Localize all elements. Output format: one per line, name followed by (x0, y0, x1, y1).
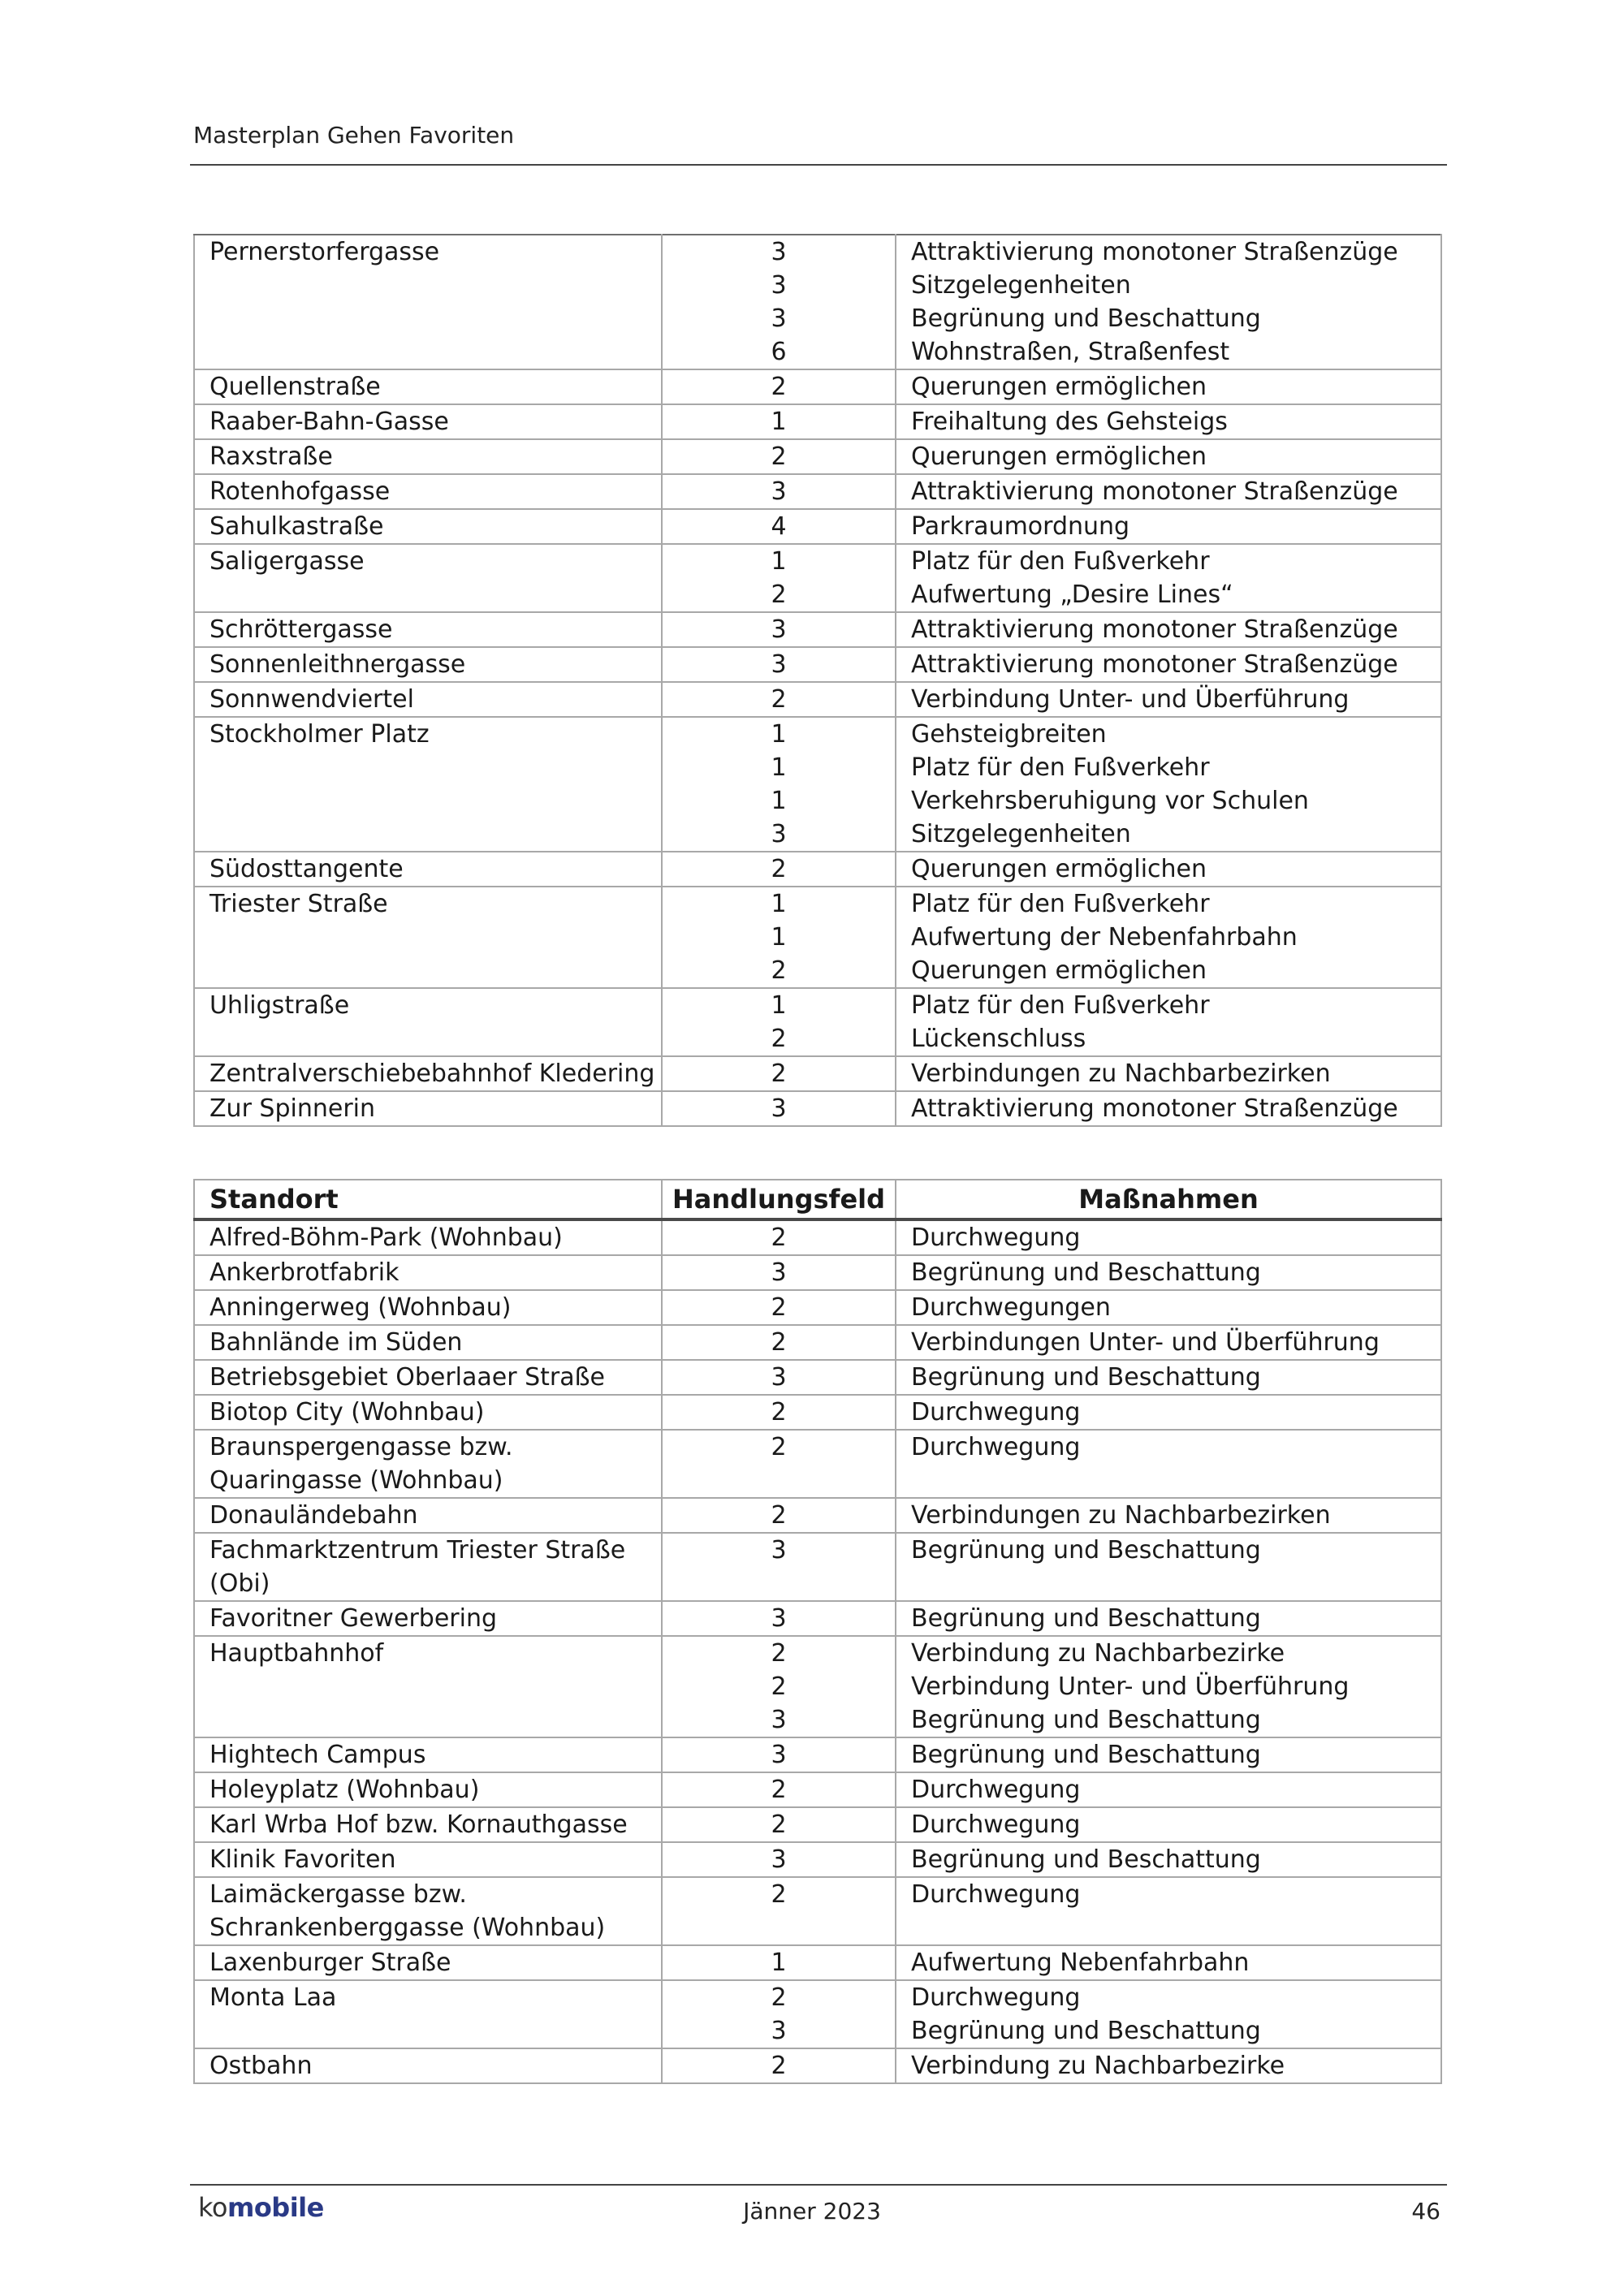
massnahmen-cell (896, 1395, 1441, 1430)
handlungsfeld-cell (662, 1325, 896, 1360)
handlungsfeld-cell (662, 852, 896, 887)
location-name: Braunspergengasse bzw. Quaringasse (Wohnbau) (194, 1430, 662, 1498)
massnahme-text: Durchwegung (911, 1398, 1081, 1426)
handlungsfeld-value: 2 (771, 1810, 787, 1839)
handlungsfeld-value: 3 (771, 304, 787, 333)
handlungsfeld-value: 2 (771, 1983, 787, 2012)
handlungsfeld-value: 1 (771, 408, 787, 436)
massnahmen-cell (896, 852, 1441, 887)
massnahmen-cell (896, 1807, 1441, 1842)
handlungsfeld-value: 6 (771, 338, 787, 366)
massnahmen-cell (896, 1842, 1441, 1877)
table-header-row (194, 1180, 1441, 1219)
massnahmen-cell (896, 717, 1441, 852)
massnahmen-cell (896, 1772, 1441, 1807)
massnahmen-cell (896, 1945, 1441, 1980)
handlungsfeld-cell (662, 1842, 896, 1877)
massnahme-text: Begrünung und Beschattung (911, 1363, 1261, 1392)
table-row (194, 1807, 1441, 1842)
handlungsfeld-cell (662, 887, 896, 988)
table-row (194, 404, 1441, 439)
massnahme-text: Platz für den Fußverkehr (911, 753, 1210, 782)
table-row (194, 647, 1441, 682)
massnahme-text: Aufwertung Nebenfahrbahn (911, 1949, 1250, 1977)
table-row (194, 2048, 1441, 2083)
massnahmen-cell (896, 1091, 1441, 1126)
handlungsfeld-cell (662, 1360, 896, 1395)
massnahmen-cell (896, 612, 1441, 647)
massnahme-text: Durchwegung (911, 1983, 1081, 2012)
location-name: Fachmarktzentrum Triester Straße (Obi) (194, 1533, 662, 1601)
handlungsfeld-value: 2 (771, 1398, 787, 1426)
massnahmen-cell (896, 544, 1441, 612)
locations-table-continued (193, 234, 1442, 1127)
header-rule (190, 164, 1447, 166)
massnahme-text: Sitzgelegenheiten (911, 271, 1131, 300)
massnahmen-cell (896, 439, 1441, 474)
handlungsfeld-cell (662, 439, 896, 474)
handlungsfeld-cell (662, 1877, 896, 1945)
massnahmen-cell (896, 1219, 1441, 1255)
header-standort: Standort (194, 1180, 662, 1219)
location-name: Bahnlände im Süden (194, 1325, 662, 1360)
massnahme-text: Verbindungen zu Nachbarbezirken (911, 1060, 1331, 1088)
handlungsfeld-cell (662, 404, 896, 439)
handlungsfeld-value: 3 (771, 820, 787, 848)
table-row (194, 612, 1441, 647)
location-name: Pernerstorfergasse (194, 235, 662, 369)
handlungsfeld-value: 1 (771, 991, 787, 1020)
handlungsfeld-cell (662, 544, 896, 612)
handlungsfeld-value: 3 (771, 1706, 787, 1734)
handlungsfeld-value: 1 (771, 753, 787, 782)
table-row (194, 369, 1441, 404)
location-name: Uhligstraße (194, 988, 662, 1056)
massnahme-text: Begrünung und Beschattung (911, 304, 1261, 333)
location-name: Zentralverschiebebahnhof Kledering (194, 1056, 662, 1091)
table-row (194, 235, 1441, 369)
handlungsfeld-cell (662, 1945, 896, 1980)
handlungsfeld-value: 2 (771, 1328, 787, 1357)
table-row (194, 887, 1441, 988)
handlungsfeld-value: 2 (771, 685, 787, 714)
location-name: Zur Spinnerin (194, 1091, 662, 1126)
handlungsfeld-value: 3 (771, 615, 787, 644)
table-row (194, 988, 1441, 1056)
massnahmen-cell (896, 1056, 1441, 1091)
location-name: Hightech Campus (194, 1737, 662, 1772)
location-name: Hauptbahnhof (194, 1636, 662, 1737)
location-name: Stockholmer Platz (194, 717, 662, 852)
massnahme-text: Verbindung zu Nachbarbezirke (911, 1639, 1285, 1668)
handlungsfeld-cell (662, 1533, 896, 1601)
handlungsfeld-cell (662, 612, 896, 647)
massnahme-text: Aufwertung „Desire Lines“ (911, 580, 1233, 609)
locations-table (193, 1179, 1442, 2084)
handlungsfeld-value: 2 (771, 1224, 787, 1252)
location-name: Monta Laa (194, 1980, 662, 2048)
massnahme-text: Aufwertung der Nebenfahrbahn (911, 923, 1298, 952)
location-name: Laxenburger Straße (194, 1945, 662, 1980)
table-row (194, 1636, 1441, 1737)
massnahme-text: Durchwegungen (911, 1293, 1111, 1322)
table-row (194, 1360, 1441, 1395)
massnahmen-cell (896, 1360, 1441, 1395)
handlungsfeld-cell (662, 509, 896, 544)
massnahme-text: Attraktivierung monotoner Straßenzüge (911, 1094, 1398, 1123)
table-row (194, 1498, 1441, 1533)
handlungsfeld-value: 2 (771, 956, 787, 985)
handlungsfeld-value: 2 (771, 1433, 787, 1461)
massnahme-text: Querungen ermöglichen (911, 442, 1207, 471)
handlungsfeld-value: 3 (771, 477, 787, 506)
table-row (194, 1395, 1441, 1430)
location-name: Triester Straße (194, 887, 662, 988)
massnahmen-cell (896, 1636, 1441, 1737)
handlungsfeld-cell (662, 682, 896, 717)
handlungsfeld-cell (662, 647, 896, 682)
table-row (194, 1842, 1441, 1877)
location-name: Alfred-Böhm-Park (Wohnbau) (194, 1219, 662, 1255)
handlungsfeld-value: 2 (771, 1880, 787, 1909)
massnahme-text: Attraktivierung monotoner Straßenzüge (911, 615, 1398, 644)
massnahmen-cell (896, 682, 1441, 717)
table-row (194, 1430, 1441, 1498)
location-name: Sonnwendviertel (194, 682, 662, 717)
table-row (194, 682, 1441, 717)
handlungsfeld-value: 1 (771, 923, 787, 952)
massnahme-text: Begrünung und Beschattung (911, 1706, 1261, 1734)
handlungsfeld-value: 2 (771, 855, 787, 883)
handlungsfeld-value: 2 (771, 1025, 787, 1053)
table-row (194, 439, 1441, 474)
handlungsfeld-value: 2 (771, 1639, 787, 1668)
location-name: Quellenstraße (194, 369, 662, 404)
handlungsfeld-cell (662, 1636, 896, 1737)
massnahme-text: Begrünung und Beschattung (911, 1536, 1261, 1564)
massnahme-text: Begrünung und Beschattung (911, 1741, 1261, 1769)
handlungsfeld-cell (662, 474, 896, 509)
massnahmen-cell (896, 474, 1441, 509)
handlungsfeld-cell (662, 988, 896, 1056)
table-row (194, 852, 1441, 887)
table-row (194, 544, 1441, 612)
location-name: Raaber-Bahn-Gasse (194, 404, 662, 439)
massnahme-text: Verbindung Unter- und Überführung (911, 685, 1350, 714)
massnahme-text: Wohnstraßen, Straßenfest (911, 338, 1230, 366)
table-row (194, 1737, 1441, 1772)
massnahme-text: Freihaltung des Gehsteigs (911, 408, 1228, 436)
location-name: Klinik Favoriten (194, 1842, 662, 1877)
table-row (194, 717, 1441, 852)
handlungsfeld-cell (662, 1772, 896, 1807)
handlungsfeld-value: 1 (771, 787, 787, 815)
handlungsfeld-cell (662, 1807, 896, 1842)
massnahmen-cell (896, 647, 1441, 682)
handlungsfeld-value: 2 (771, 1060, 787, 1088)
massnahme-text: Platz für den Fußverkehr (911, 991, 1210, 1020)
table-row (194, 474, 1441, 509)
location-name: Südosttangente (194, 852, 662, 887)
handlungsfeld-cell (662, 1091, 896, 1126)
massnahmen-cell (896, 2048, 1441, 2083)
location-name: Schröttergasse (194, 612, 662, 647)
massnahme-text: Platz für den Fußverkehr (911, 890, 1210, 918)
table-row (194, 1601, 1441, 1636)
handlungsfeld-value: 2 (771, 580, 787, 609)
location-name: Sonnenleithnergasse (194, 647, 662, 682)
handlungsfeld-value: 3 (771, 1363, 787, 1392)
massnahme-text: Querungen ermöglichen (911, 956, 1207, 985)
massnahme-text: Verbindung Unter- und Überführung (911, 1672, 1350, 1701)
handlungsfeld-value: 2 (771, 1672, 787, 1701)
location-name: Ostbahn (194, 2048, 662, 2083)
massnahmen-cell (896, 1430, 1441, 1498)
location-name: Ankerbrotfabrik (194, 1255, 662, 1290)
massnahme-text: Attraktivierung monotoner Straßenzüge (911, 650, 1398, 679)
handlungsfeld-cell (662, 369, 896, 404)
handlungsfeld-cell (662, 717, 896, 852)
massnahmen-cell (896, 369, 1441, 404)
handlungsfeld-cell (662, 2048, 896, 2083)
handlungsfeld-value: 2 (771, 2052, 787, 2080)
footer-date: Jänner 2023 (743, 2198, 881, 2225)
massnahmen-cell (896, 1877, 1441, 1945)
massnahme-text: Gehsteigbreiten (911, 720, 1107, 749)
massnahme-text: Durchwegung (911, 1880, 1081, 1909)
handlungsfeld-value: 3 (771, 1094, 787, 1123)
massnahme-text: Verbindung zu Nachbarbezirke (911, 2052, 1285, 2080)
table2-body (194, 1219, 1441, 2083)
massnahme-text: Begrünung und Beschattung (911, 1845, 1261, 1874)
table-row (194, 509, 1441, 544)
handlungsfeld-cell (662, 1601, 896, 1636)
massnahme-text: Durchwegung (911, 1810, 1081, 1839)
table1-body (194, 235, 1441, 1126)
handlungsfeld-value: 1 (771, 547, 787, 576)
handlungsfeld-value: 2 (771, 1776, 787, 1804)
table-row (194, 1772, 1441, 1807)
location-name: Favoritner Gewerbering (194, 1601, 662, 1636)
massnahme-text: Lückenschluss (911, 1025, 1086, 1053)
massnahme-text: Sitzgelegenheiten (911, 820, 1131, 848)
massnahme-text: Begrünung und Beschattung (911, 1258, 1261, 1287)
location-name: Karl Wrba Hof bzw. Kornauthgasse (194, 1807, 662, 1842)
massnahme-text: Platz für den Fußverkehr (911, 547, 1210, 576)
massnahmen-cell (896, 1533, 1441, 1601)
handlungsfeld-value: 2 (771, 1293, 787, 1322)
handlungsfeld-cell (662, 1219, 896, 1255)
massnahme-text: Attraktivierung monotoner Straßenzüge (911, 238, 1398, 266)
massnahmen-cell (896, 1290, 1441, 1325)
handlungsfeld-value: 3 (771, 1741, 787, 1769)
handlungsfeld-cell (662, 1056, 896, 1091)
handlungsfeld-value: 3 (771, 1258, 787, 1287)
massnahme-text: Verbindungen Unter- und Überführung (911, 1328, 1380, 1357)
handlungsfeld-cell (662, 1430, 896, 1498)
handlungsfeld-cell (662, 1498, 896, 1533)
logo-ko-text: ko (198, 2192, 227, 2223)
table-row (194, 1533, 1441, 1601)
handlungsfeld-value: 3 (771, 1845, 787, 1874)
handlungsfeld-value: 3 (771, 650, 787, 679)
massnahmen-cell (896, 509, 1441, 544)
massnahme-text: Durchwegung (911, 1433, 1081, 1461)
handlungsfeld-cell (662, 1395, 896, 1430)
location-name: Raxstraße (194, 439, 662, 474)
location-name: Biotop City (Wohnbau) (194, 1395, 662, 1430)
table-row (194, 1056, 1441, 1091)
massnahme-text: Durchwegung (911, 1776, 1081, 1804)
handlungsfeld-value: 1 (771, 720, 787, 749)
massnahme-text: Attraktivierung monotoner Straßenzüge (911, 477, 1398, 506)
handlungsfeld-value: 3 (771, 1536, 787, 1564)
massnahmen-cell (896, 887, 1441, 988)
header-handlungsfeld: Handlungsfeld (662, 1180, 896, 1219)
massnahmen-cell (896, 1325, 1441, 1360)
handlungsfeld-value: 1 (771, 890, 787, 918)
handlungsfeld-value: 3 (771, 2017, 787, 2045)
handlungsfeld-value: 3 (771, 271, 787, 300)
massnahme-text: Verbindungen zu Nachbarbezirken (911, 1501, 1331, 1530)
location-name: Rotenhofgasse (194, 474, 662, 509)
table-row (194, 1877, 1441, 1945)
massnahme-text: Querungen ermöglichen (911, 855, 1207, 883)
location-name: Betriebsgebiet Oberlaaer Straße (194, 1360, 662, 1395)
page-header-title: Masterplan Gehen Favoriten (193, 122, 515, 149)
massnahmen-cell (896, 1498, 1441, 1533)
massnahme-text: Durchwegung (911, 1224, 1081, 1252)
page-number: 46 (1411, 2198, 1440, 2225)
handlungsfeld-cell (662, 235, 896, 369)
location-name: Donauländebahn (194, 1498, 662, 1533)
handlungsfeld-value: 2 (771, 373, 787, 401)
table-row (194, 1945, 1441, 1980)
handlungsfeld-value: 3 (771, 1604, 787, 1633)
handlungsfeld-value: 2 (771, 1501, 787, 1530)
handlungsfeld-value: 2 (771, 442, 787, 471)
header-massnahmen: Maßnahmen (896, 1180, 1441, 1219)
massnahme-text: Parkraumordnung (911, 512, 1130, 541)
massnahme-text: Begrünung und Beschattung (911, 1604, 1261, 1633)
table-row (194, 1255, 1441, 1290)
massnahmen-cell (896, 1601, 1441, 1636)
massnahmen-cell (896, 404, 1441, 439)
location-name: Laimäckergasse bzw. Schrankenberggasse (Wohnbau) (194, 1877, 662, 1945)
handlungsfeld-value: 1 (771, 1949, 787, 1977)
location-name: Holeyplatz (Wohnbau) (194, 1772, 662, 1807)
table-row (194, 1091, 1441, 1126)
handlungsfeld-cell (662, 1255, 896, 1290)
location-name: Saligergasse (194, 544, 662, 612)
massnahmen-cell (896, 1980, 1441, 2048)
location-name: Sahulkastraße (194, 509, 662, 544)
handlungsfeld-cell (662, 1290, 896, 1325)
logo-mobile-text: mobile (227, 2192, 324, 2223)
massnahmen-cell (896, 1737, 1441, 1772)
table-row (194, 1325, 1441, 1360)
handlungsfeld-cell (662, 1737, 896, 1772)
massnahme-text: Querungen ermöglichen (911, 373, 1207, 401)
massnahmen-cell (896, 988, 1441, 1056)
massnahme-text: Verkehrsberuhigung vor Schulen (911, 787, 1309, 815)
handlungsfeld-value: 3 (771, 238, 787, 266)
table-row (194, 1219, 1441, 1255)
footer-rule (190, 2184, 1447, 2186)
handlungsfeld-value: 4 (771, 512, 787, 541)
massnahme-text: Begrünung und Beschattung (911, 2017, 1261, 2045)
massnahmen-cell (896, 1255, 1441, 1290)
table-row (194, 1290, 1441, 1325)
location-name: Anningerweg (Wohnbau) (194, 1290, 662, 1325)
massnahmen-cell (896, 235, 1441, 369)
table-row (194, 1980, 1441, 2048)
handlungsfeld-cell (662, 1980, 896, 2048)
